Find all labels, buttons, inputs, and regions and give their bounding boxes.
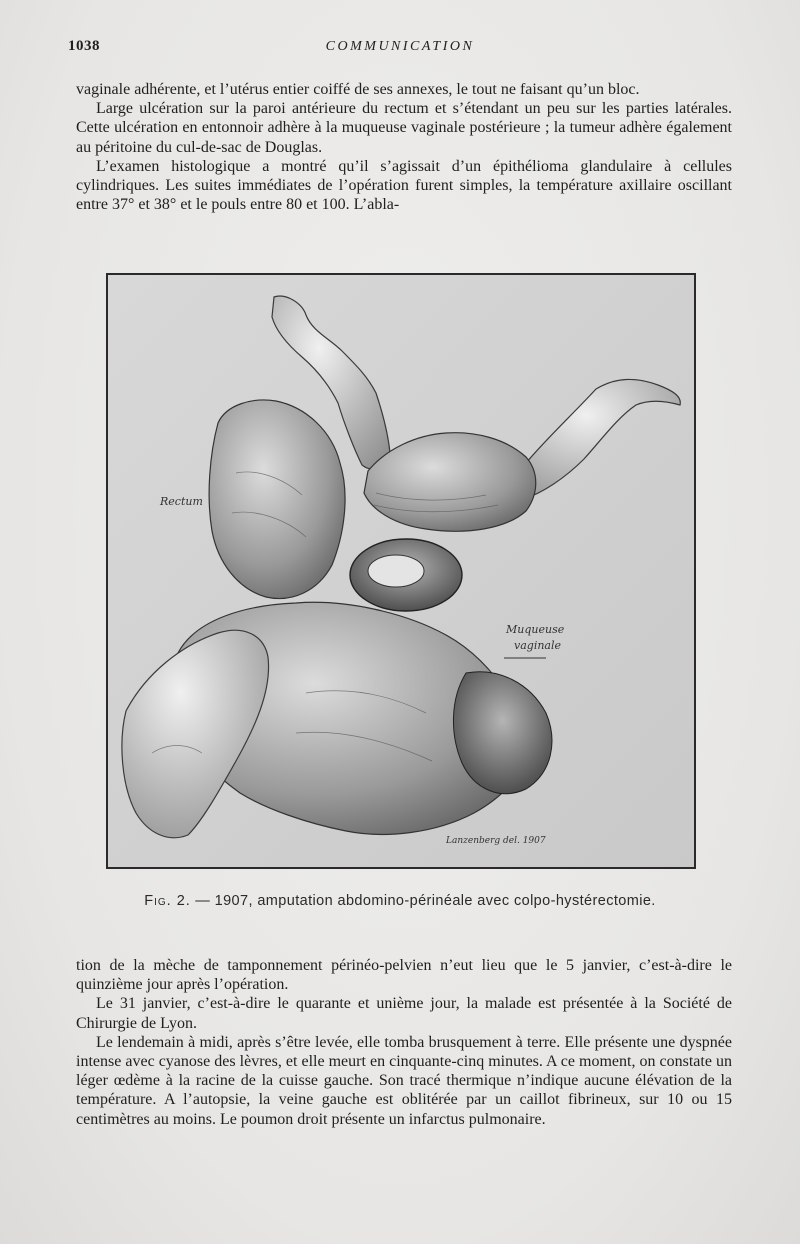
paragraph: Le lendemain à midi, après s’être levée, elle tomba brusquement à terre. Elle présente une dyspnée intense avec cyanose des lèvres, et elle meurt en cinquante-cinq minutes. A ce moment, on constate un léger œdème à la racine de la cuisse gauche. Son tracé thermique n’indique aucune élévation de la température. A l’autopsie, la veine gauche est oblitérée par un caillot fibrineux, sur 10 ou 15 centimètres au moins. Le poumon droit présente un infarctus pulmonaire. — [76, 1033, 732, 1128]
caption-text: — 1907, amputation abdomino-périnéale avec colpo-hystérectomie. — [195, 893, 656, 909]
ulceration-lumen — [368, 555, 424, 587]
running-head: COMMUNICATION — [325, 39, 475, 54]
label-vaginale: vaginale — [514, 639, 562, 652]
body-text-bottom — [76, 956, 732, 1129]
anatomical-illustration — [106, 273, 696, 869]
paragraph: vaginale adhérente, et l’utérus entier coiffé de ses annexes, le tout ne faisant qu’un bloc. — [76, 81, 640, 98]
body-text-top — [76, 80, 732, 214]
paragraph: Large ulcération sur la paroi antérieure du rectum et s’étendant un peu sur les parties latérales. Cette ulcération en entonnoir adhère à la muqueuse vaginale postérieure ; la tumeur adhère également au péritoine du cul-de-sac de Douglas. — [76, 100, 732, 156]
paragraph: L’examen histologique a montré qu’il s’agissait d’un épithélioma glandulaire à cellules cylindriques. Les suites immédiates de l’opération furent simples, la température axillaire oscillant entre 37° et 38° et le pouls entre 80 et 100. L’abla- — [76, 157, 732, 214]
label-rectum: Rectum — [160, 495, 203, 508]
specimen-drawing — [106, 273, 696, 869]
page-number: 1038 — [68, 38, 100, 54]
paragraph: Le 31 janvier, c’est-à-dire le quarante et unième jour, la malade est présentée à la Société de Chirurgie de Lyon. — [76, 995, 732, 1032]
figure-caption — [0, 893, 800, 909]
paragraph: tion de la mèche de tamponnement périnéo-pelvien n’eut lieu que le 5 janvier, c’est-à-dire le quinzième jour après l’opération. — [76, 957, 732, 994]
caption-label: Fig. 2. — [144, 893, 191, 909]
artist-signature: Lanzenberg del. 1907 — [446, 836, 546, 846]
page-header — [68, 38, 732, 60]
label-muqueuse: Muqueuse — [506, 623, 565, 636]
